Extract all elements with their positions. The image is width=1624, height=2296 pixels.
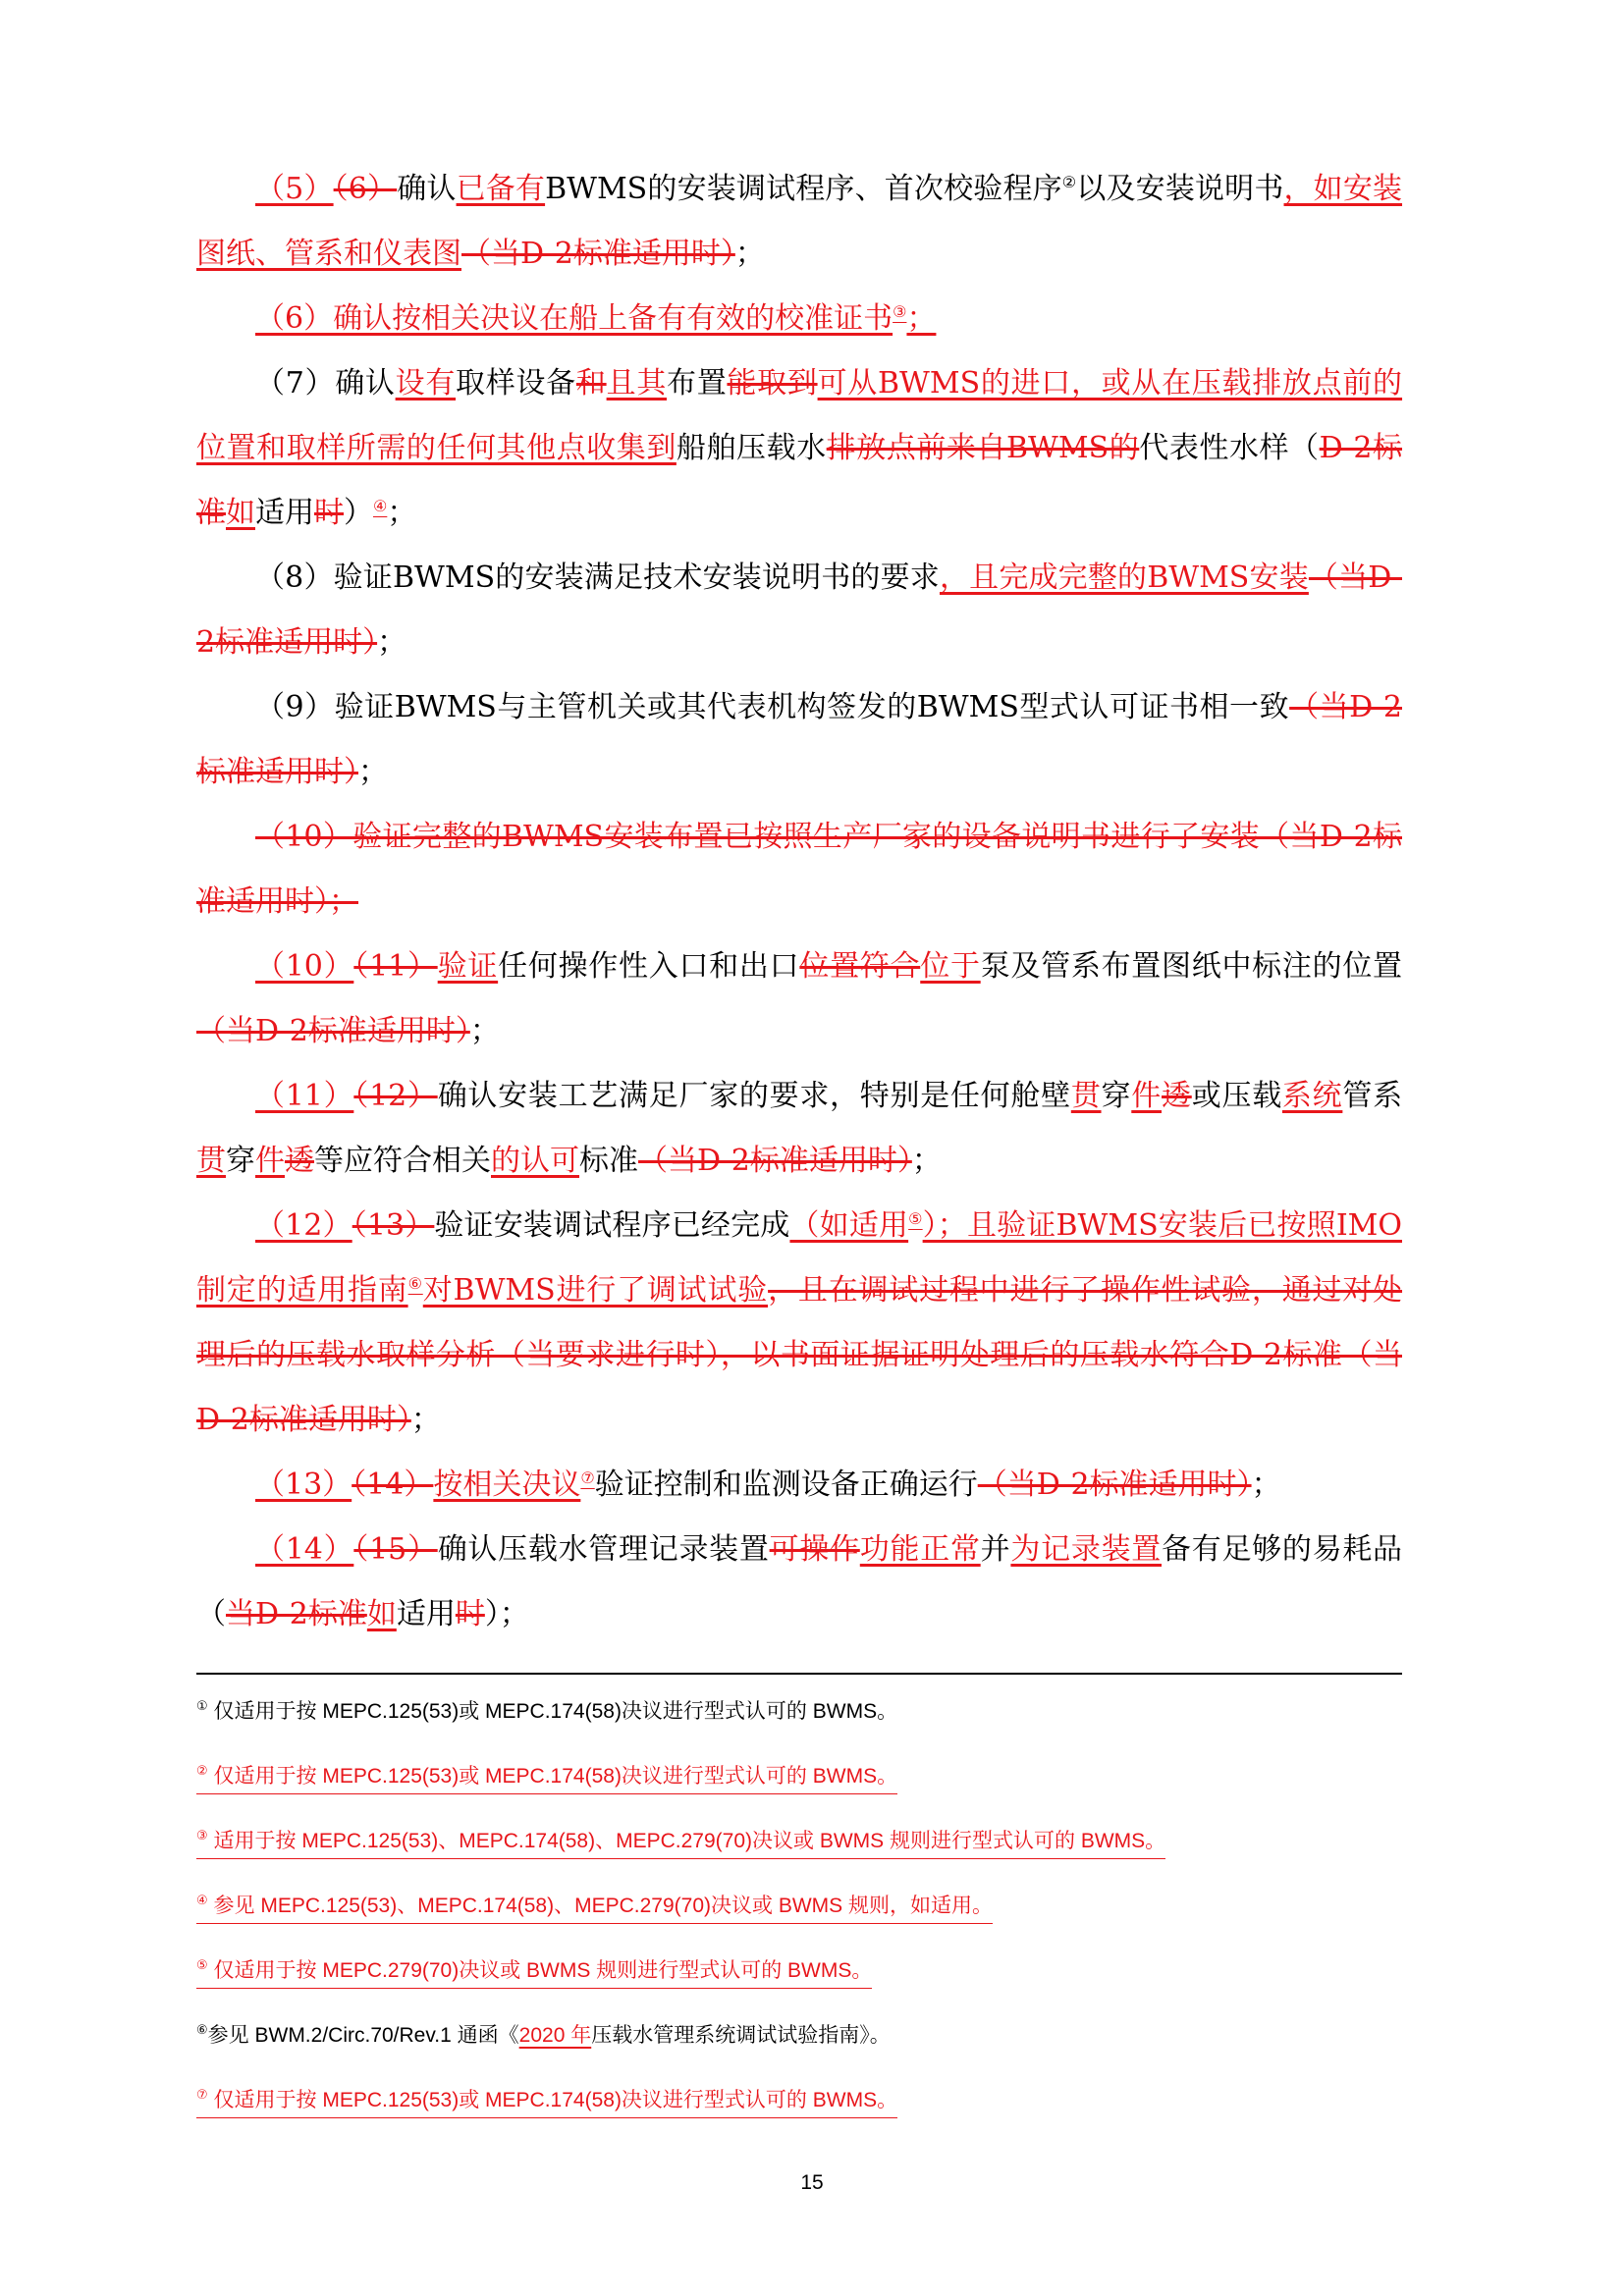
deleted-text: D-2标准 bbox=[196, 431, 1403, 530]
inserted-text: （13） bbox=[255, 1468, 352, 1502]
text-run: 确认 bbox=[397, 172, 457, 206]
footnote-mark: ⑤ bbox=[196, 1957, 208, 1972]
text-run: 穿 bbox=[1101, 1079, 1132, 1113]
inserted-text: 贯 bbox=[1070, 1079, 1102, 1113]
footnote-ref: ⑦ bbox=[580, 1468, 595, 1487]
text-run: 取样设备 bbox=[456, 366, 576, 400]
text-run: （7）确认 bbox=[255, 366, 396, 400]
text-run: 并 bbox=[980, 1532, 1011, 1567]
footnote-line bbox=[196, 1762, 897, 1794]
deleted-text: 排放点前来自BWMS的 bbox=[826, 431, 1140, 465]
inserted-text: （14） bbox=[255, 1532, 354, 1567]
text-run: 验证安装调试程序已经完成 bbox=[434, 1208, 790, 1243]
text-run: ； bbox=[377, 625, 407, 660]
body-text bbox=[196, 157, 1402, 1647]
text-run: ； bbox=[469, 1014, 500, 1048]
inserted-text: 设有 bbox=[395, 366, 457, 400]
inserted-text: 件 bbox=[1131, 1079, 1163, 1113]
inserted-text: 2020 年 bbox=[518, 2024, 592, 2047]
footnote-fn-6 bbox=[196, 2014, 1402, 2079]
inserted-text: 已备有 bbox=[456, 172, 546, 206]
deleted-text: ，且在调试过程中进行了操作性试验，通过对处理后的压载水取样分析（当要求进行时），以书面证据证明处理后的压载水符合D-2标准（当D-2标准适用时） bbox=[196, 1273, 1403, 1437]
deleted-text: （当D-2标准适用时） bbox=[196, 690, 1402, 789]
footnote-text: 适用于按 MEPC.125(53)、MEPC.174(58)、MEPC.279(70)决议或 BWMS 规则进行型式认可的 BWMS。 bbox=[207, 1830, 1166, 1852]
inserted-text: 位于 bbox=[920, 949, 981, 984]
text-run: （9）验证BWMS与主管机关或其代表机构签发的BWMS型式认可证书相一致 bbox=[255, 690, 1290, 724]
text-run: 或压载 bbox=[1191, 1079, 1282, 1113]
inserted-text: 系统 bbox=[1281, 1079, 1343, 1113]
footnote-fn-4 bbox=[196, 1885, 1402, 1949]
text-run: 验证控制和监测设备正确运行 bbox=[594, 1468, 978, 1502]
paragraph-item-13 bbox=[196, 1453, 1402, 1518]
inserted-text: （12） bbox=[255, 1208, 352, 1243]
footnote-line bbox=[196, 1827, 1165, 1859]
deleted-text: 和 bbox=[575, 366, 607, 400]
footnote-fn-7 bbox=[196, 2079, 1402, 2144]
inserted-text: ； bbox=[906, 301, 937, 336]
footnote-ref: ④ bbox=[373, 497, 388, 515]
deleted-text: 透 bbox=[285, 1144, 314, 1178]
inserted-text: （如适用 bbox=[789, 1208, 909, 1243]
inserted-text: （10） bbox=[255, 949, 354, 984]
inserted-text: 按相关决议 bbox=[433, 1468, 581, 1502]
inserted-text: ，如安装图纸、管系和仪表图 bbox=[196, 172, 1403, 271]
deleted-text: （当D-2标准适用时） bbox=[196, 1014, 470, 1048]
footnote-mark: ① bbox=[196, 1698, 208, 1713]
text-run: 等应符合相关 bbox=[314, 1144, 491, 1178]
inserted-text: 验证 bbox=[437, 949, 499, 984]
footnote-line bbox=[196, 1892, 993, 1924]
footnote-text: 仅适用于按 MEPC.125(53)或 MEPC.174(58)决议进行型式认可的 BWMS。 bbox=[207, 1700, 898, 1723]
footnote-ref: ③ bbox=[893, 302, 907, 321]
deleted-text: （6） bbox=[333, 172, 398, 206]
text-run: （8）验证BWMS的安装满足技术安装说明书的要求 bbox=[255, 561, 940, 595]
inserted-text: 的认可 bbox=[491, 1144, 579, 1178]
inserted-text: ）；且验证BWMS安装后已按照IMO制定的适用指南 bbox=[196, 1208, 1402, 1308]
text-run: 泵及管系布置图纸中标注的位置 bbox=[980, 949, 1403, 984]
text-run: 备有足够的易耗品（ bbox=[196, 1532, 1403, 1631]
paragraph-item-7 bbox=[196, 351, 1402, 546]
text-run: BWMS的安装调试程序、首次校验程序 bbox=[545, 172, 1062, 206]
text-run: ） bbox=[344, 496, 373, 530]
footnote-mark: ② bbox=[196, 1763, 208, 1778]
paragraph-item-8 bbox=[196, 546, 1402, 675]
inserted-text: 为记录装置 bbox=[1010, 1532, 1163, 1567]
paragraph-item-12 bbox=[196, 1194, 1402, 1453]
paragraph-item-14 bbox=[196, 1518, 1402, 1647]
footnotes bbox=[196, 1690, 1402, 2144]
inserted-text: 且其 bbox=[606, 366, 668, 400]
text-run: 管系 bbox=[1342, 1079, 1403, 1113]
inserted-text: 件 bbox=[255, 1144, 285, 1178]
text-run: ； bbox=[911, 1144, 942, 1178]
text-run: 任何操作性入口和出口 bbox=[498, 949, 800, 984]
footnote-fn-3 bbox=[196, 1820, 1402, 1885]
deleted-text: （当D-2标准适用时） bbox=[977, 1468, 1252, 1502]
deleted-text: 透 bbox=[1162, 1079, 1192, 1113]
deleted-text: 能取到 bbox=[727, 366, 818, 400]
footnote-fn-2 bbox=[196, 1755, 1402, 1820]
text-run: 适用 bbox=[396, 1597, 456, 1631]
paragraph-item-11 bbox=[196, 1064, 1402, 1194]
inserted-text: （5） bbox=[255, 172, 334, 206]
text-run: ； bbox=[734, 237, 765, 271]
footnote-ref: ⑥ bbox=[407, 1274, 423, 1293]
text-run: 以及安装说明书 bbox=[1076, 172, 1284, 206]
text-run: 穿 bbox=[226, 1144, 255, 1178]
deleted-text: （11） bbox=[353, 949, 438, 984]
footnote-text: 参见 MEPC.125(53)、MEPC.174(58)、MEPC.279(70)决议或 BWMS 规则，如适用。 bbox=[207, 1895, 993, 1917]
footnote-mark: ③ bbox=[196, 1828, 208, 1842]
footnote-mark: ④ bbox=[196, 1893, 208, 1907]
footnote-mark: ⑦ bbox=[196, 2087, 208, 2102]
inserted-text: 对BWMS进行了调试试验 bbox=[422, 1273, 769, 1308]
deleted-text: （13） bbox=[352, 1208, 435, 1243]
footnote-separator bbox=[196, 1673, 1402, 1675]
footnote-ref: ⑤ bbox=[908, 1209, 923, 1228]
inserted-text: 功能正常 bbox=[859, 1532, 981, 1567]
deleted-text: 可操作 bbox=[769, 1532, 860, 1567]
paragraph-item-10 bbox=[196, 934, 1402, 1064]
footnote-text: 仅适用于按 MEPC.125(53)或 MEPC.174(58)决议进行型式认可的 BWMS。 bbox=[207, 1765, 898, 1788]
text-run: ； bbox=[410, 1403, 441, 1437]
paragraph-item-6-new bbox=[196, 287, 1402, 351]
footnote-text: 仅适用于按 MEPC.125(53)或 MEPC.174(58)决议进行型式认可的 BWMS。 bbox=[207, 2089, 898, 2111]
deleted-text: （10）验证完整的BWMS安装布置已按照生产厂家的设备说明书进行了安装（当D-2标准适用时）； bbox=[196, 820, 1402, 919]
page-number: 15 bbox=[800, 2171, 824, 2194]
inserted-text: （6）确认按相关决议在船上备有有效的校准证书 bbox=[255, 301, 893, 336]
inserted-text: 可从BWMS的进口，或从在压载排放点前的位置和取样所需的任何其他点收集到 bbox=[196, 366, 1403, 465]
text-run: 确认安装工艺满足厂家的要求，特别是任何舱壁 bbox=[437, 1079, 1071, 1113]
deleted-text: 当D-2标准 bbox=[226, 1597, 367, 1631]
text-run: 代表性水样（ bbox=[1139, 431, 1320, 465]
deleted-text: 时 bbox=[455, 1597, 485, 1631]
footnote-ref: ② bbox=[1061, 173, 1077, 191]
footnote-line bbox=[196, 1697, 897, 1730]
text-run: 适用 bbox=[255, 496, 314, 530]
text-run: ； bbox=[358, 755, 388, 789]
text-run: ； bbox=[1251, 1468, 1281, 1502]
deleted-text: （14） bbox=[352, 1468, 434, 1502]
inserted-text: （11） bbox=[255, 1079, 354, 1113]
text-run: 布置 bbox=[667, 366, 728, 400]
deleted-text: （当D-2标准适用时） bbox=[196, 561, 1402, 660]
text-run: 标准 bbox=[579, 1144, 638, 1178]
inserted-text: ，且完成完整的BWMS安装 bbox=[939, 561, 1309, 595]
inserted-text: 贯 bbox=[196, 1144, 226, 1178]
text-run: ； bbox=[387, 496, 417, 530]
deleted-text: 时 bbox=[314, 496, 344, 530]
footnote-mark: ⑥ bbox=[196, 2022, 208, 2037]
footnote-text: 参见 BWM.2/Circ.70/Rev.1 通函《 bbox=[207, 2024, 519, 2047]
footnote-fn-1 bbox=[196, 1690, 1402, 1755]
footnote-text: 压载水管理系统调试试验指南》。 bbox=[591, 2024, 891, 2047]
deleted-text: 位置符合 bbox=[799, 949, 921, 984]
deleted-text: （当D-2标准适用时） bbox=[638, 1144, 912, 1178]
text-run: 船舶压载水 bbox=[676, 431, 827, 465]
paragraph-item-10-deleted bbox=[196, 805, 1402, 934]
footnote-line bbox=[196, 2086, 897, 2118]
footnote-text: 仅适用于按 MEPC.279(70)决议或 BWMS 规则进行型式认可的 BWMS。 bbox=[207, 1959, 873, 1982]
deleted-text: （15） bbox=[353, 1532, 438, 1567]
text-run: 确认压载水管理记录装置 bbox=[437, 1532, 770, 1567]
text-run: ）； bbox=[484, 1597, 529, 1631]
deleted-text: （12） bbox=[353, 1079, 438, 1113]
inserted-text: 如 bbox=[226, 496, 255, 530]
footnote-line bbox=[196, 1956, 872, 1989]
deleted-text: （当D-2标准适用时） bbox=[461, 237, 735, 271]
footnote-fn-5 bbox=[196, 1949, 1402, 2014]
paragraph-item-5 bbox=[196, 157, 1402, 287]
inserted-text: 如 bbox=[366, 1597, 397, 1631]
paragraph-item-9 bbox=[196, 675, 1402, 805]
footnote-line bbox=[196, 2021, 891, 2054]
